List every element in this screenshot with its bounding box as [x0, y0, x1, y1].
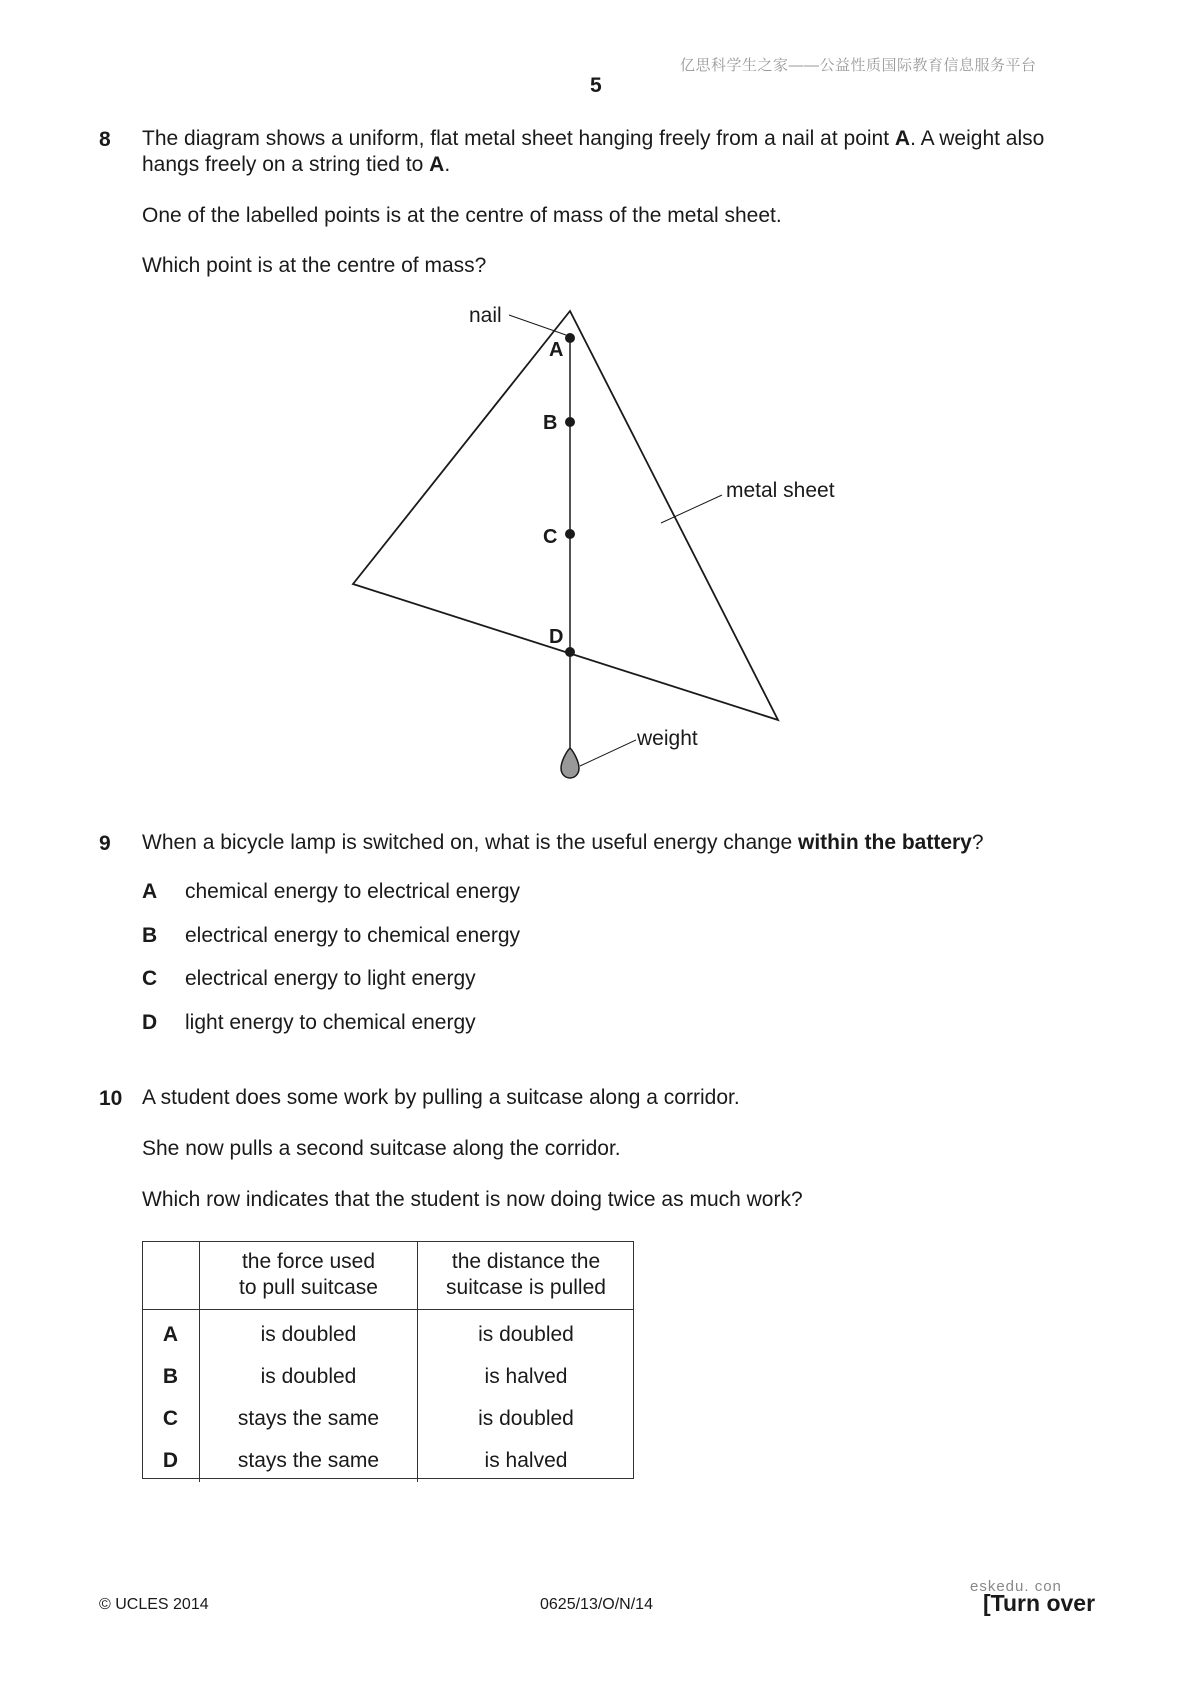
q9-option-c-text: electrical energy to light energy — [185, 967, 476, 990]
row-letter: D — [142, 1440, 200, 1482]
point-d-dot — [565, 647, 575, 657]
q9-option-b-letter: B — [142, 924, 158, 947]
point-b-dot — [565, 417, 575, 427]
row-letter: A — [142, 1310, 200, 1357]
q9-stem: When a bicycle lamp is switched on, what is the useful energy change within the battery? — [142, 831, 984, 854]
table-header-blank — [142, 1241, 200, 1310]
table-row — [142, 1310, 634, 1357]
q9-option-c-letter: C — [142, 967, 158, 990]
nail-label: nail — [469, 304, 502, 327]
weight-label: weight — [637, 727, 698, 750]
q8-para3: Which point is at the centre of mass? — [142, 254, 487, 277]
table-row — [142, 1398, 634, 1440]
table-row — [142, 1356, 634, 1398]
q10-para1: A student does some work by pulling a suitcase along a corridor. — [142, 1086, 740, 1109]
q9-option-d-text: light energy to chemical energy — [185, 1011, 476, 1034]
metal-sheet-label: metal sheet — [726, 479, 835, 502]
footer-watermark: eskedu. con — [970, 1578, 1062, 1595]
row-letter: B — [142, 1356, 200, 1398]
point-c-dot — [565, 529, 575, 539]
q8-stem-line2: hangs freely on a string tied to A. — [142, 153, 451, 176]
row-force: is doubled — [200, 1356, 418, 1398]
point-a-dot — [565, 333, 575, 343]
q10-number: 10 — [99, 1087, 123, 1110]
page-number: 5 — [590, 74, 602, 97]
footer-code: 0625/13/O/N/14 — [540, 1596, 653, 1613]
weight-leader — [580, 740, 636, 766]
q9-option-b-text: electrical energy to chemical energy — [185, 924, 520, 947]
q8-para2: One of the labelled points is at the centre of mass of the metal sheet. — [142, 204, 782, 227]
row-force: stays the same — [200, 1440, 418, 1482]
q8-diagram — [0, 0, 1190, 820]
header-watermark: 亿思科学生之家——公益性质国际教育信息服务平台 — [680, 57, 1037, 74]
row-letter: C — [142, 1398, 200, 1440]
weight-shape — [561, 748, 579, 778]
metal-sheet-triangle — [353, 311, 778, 720]
q10-para3: Which row indicates that the student is now doing twice as much work? — [142, 1188, 803, 1211]
point-d-label: D — [549, 626, 564, 648]
row-force: is doubled — [200, 1310, 418, 1357]
row-distance: is halved — [484, 1449, 568, 1472]
q9-option-d-letter: D — [142, 1011, 158, 1034]
table-header-force: the force used to pull suitcase — [200, 1241, 418, 1310]
nail-leader — [509, 315, 566, 335]
table-header-row — [142, 1241, 634, 1310]
row-distance: is doubled — [478, 1407, 574, 1430]
row-force: stays the same — [200, 1398, 418, 1440]
q8-number: 8 — [99, 128, 111, 151]
table-row — [142, 1440, 634, 1482]
table-header-distance: the distance the suitcase is pulled — [418, 1241, 635, 1310]
point-a-label: A — [549, 339, 564, 361]
q10-para2: She now pulls a second suitcase along the corridor. — [142, 1137, 621, 1160]
q9-option-a-text: chemical energy to electrical energy — [185, 880, 520, 903]
q9-option-a-letter: A — [142, 880, 158, 903]
point-b-label: B — [543, 412, 558, 434]
q10-table — [142, 1241, 634, 1482]
row-distance: is halved — [484, 1365, 568, 1388]
turn-over: [Turn over — [983, 1590, 1096, 1616]
row-distance: is doubled — [478, 1323, 574, 1346]
q9-number: 9 — [99, 832, 111, 855]
q8-stem-line1: The diagram shows a uniform, flat metal sheet hanging freely from a nail at point A. A weight also — [142, 127, 1045, 150]
point-c-label: C — [543, 526, 558, 548]
footer-copyright: © UCLES 2014 — [99, 1596, 209, 1613]
